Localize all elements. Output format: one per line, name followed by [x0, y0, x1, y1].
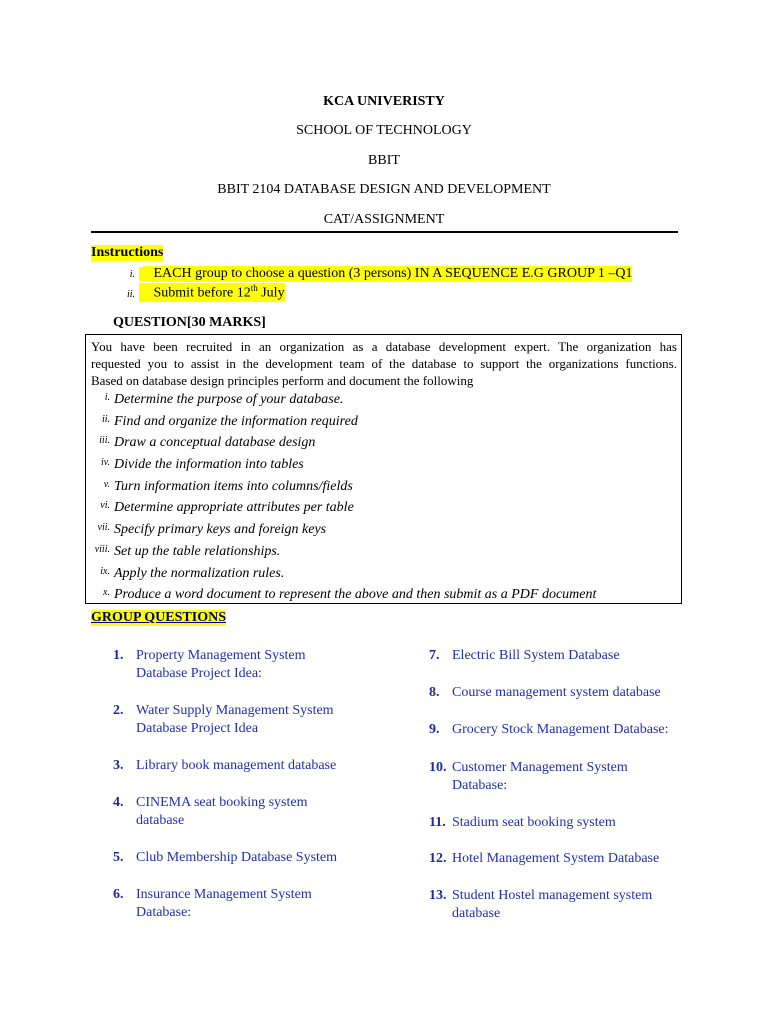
task-text: Specify primary keys and foreign keys [114, 522, 327, 537]
question-title: QUESTION[30 MARKS] [113, 315, 266, 330]
task-number: ix. [100, 566, 110, 577]
group-question-text: Insurance Management System [136, 887, 312, 902]
task-number: iii. [99, 435, 110, 446]
task-number: iv. [101, 457, 110, 468]
group-question-text: Stadium seat booking system [452, 815, 616, 830]
group-question-number: 5. [113, 850, 124, 865]
group-question-number: 11. [429, 815, 446, 830]
instruction-number: ii. [126, 288, 135, 300]
group-question-text: Database Project Idea: [136, 666, 262, 681]
group-question-text: database [452, 906, 501, 921]
task-number: x. [103, 587, 110, 598]
group-question-text: Water Supply Management System [136, 703, 334, 718]
task-number: v. [103, 479, 110, 490]
task-number: vii. [97, 522, 110, 533]
group-question-text: Grocery Stock Management Database: [452, 722, 669, 737]
group-question-text: Customer Management System [452, 760, 628, 775]
university-name: KCA UNIVERISTY [323, 94, 445, 109]
task-text: Set up the table relationships. [114, 544, 281, 559]
task-text: Turn information items into columns/fields [114, 479, 353, 494]
group-question-text: database [136, 813, 185, 828]
task-text: Determine the purpose of your database. [114, 392, 344, 407]
instruction-text-part: July [257, 285, 285, 301]
group-question-number: 6. [113, 887, 124, 902]
group-question-text: Database Project Idea [136, 721, 259, 736]
task-text: Draw a conceptual database design [114, 435, 316, 450]
group-question-text: Database: [452, 778, 508, 793]
group-question-number: 2. [113, 703, 124, 718]
assignment-type: CAT/ASSIGNMENT [323, 212, 445, 227]
question-intro-line: Based on database design principles perform and document the following [91, 373, 474, 388]
group-question-text: Hotel Management System Database [452, 851, 660, 866]
group-question-number: 3. [113, 758, 124, 773]
group-question-number: 4. [113, 795, 124, 810]
group-question-text: Student Hostel management system [452, 888, 653, 903]
instruction-item [91, 283, 285, 302]
task-number: ii. [101, 414, 110, 425]
task-text: Produce a word document to represent the above and then submit as a PDF document [114, 587, 597, 602]
group-question-number: 1. [113, 648, 124, 663]
group-question-text: Club Membership Database System [136, 850, 338, 865]
task-number: vi. [100, 500, 110, 511]
group-question-number: 13. [429, 888, 447, 903]
instruction-item [91, 266, 632, 282]
group-question-text: Database: [136, 905, 192, 920]
task-text: Determine appropriate attributes per table [114, 500, 354, 515]
task-text: Divide the information into tables [114, 457, 304, 472]
question-intro-line: You have been recruited in an organization as a database development expert. The organization has [91, 339, 677, 354]
group-question-text: Course management system database [452, 685, 661, 700]
program-name: BBIT [368, 153, 400, 168]
group-question-number: 8. [429, 685, 440, 700]
school-name: SCHOOL OF TECHNOLOGY [296, 123, 472, 138]
group-question-text: CINEMA seat booking system [136, 795, 308, 810]
instruction-text-part: Submit before 12 [153, 285, 251, 301]
group-question-number: 10. [429, 760, 447, 775]
question-intro-line: requested you to assist in the development team of the database to support the organizations functions. [91, 356, 677, 371]
task-number: i. [104, 392, 110, 403]
group-question-number: 9. [429, 722, 440, 737]
task-number: viii. [94, 544, 110, 555]
group-question-text: Property Management System [136, 648, 306, 663]
instruction-text: EACH group to choose a question (3 persons) IN A SEQUENCE E.G GROUP 1 –Q1 [143, 266, 633, 282]
task-text: Apply the normalization rules. [114, 566, 285, 581]
group-question-number: 7. [429, 648, 440, 663]
instructions-title: Instructions [91, 245, 164, 260]
header-divider [91, 231, 678, 233]
instruction-text [139, 283, 285, 302]
instruction-number: i. [129, 269, 135, 280]
group-question-number: 12. [429, 851, 447, 866]
task-text: Find and organize the information required [114, 414, 358, 429]
question-box [85, 334, 682, 604]
group-question-text: Library book management database [136, 758, 337, 773]
group-questions-title: GROUP QUESTIONS [91, 610, 226, 625]
course-title: BBIT 2104 DATABASE DESIGN AND DEVELOPMENT [217, 182, 551, 197]
group-question-text: Electric Bill System Database [452, 648, 620, 663]
instruction-superscript: th [250, 283, 258, 293]
